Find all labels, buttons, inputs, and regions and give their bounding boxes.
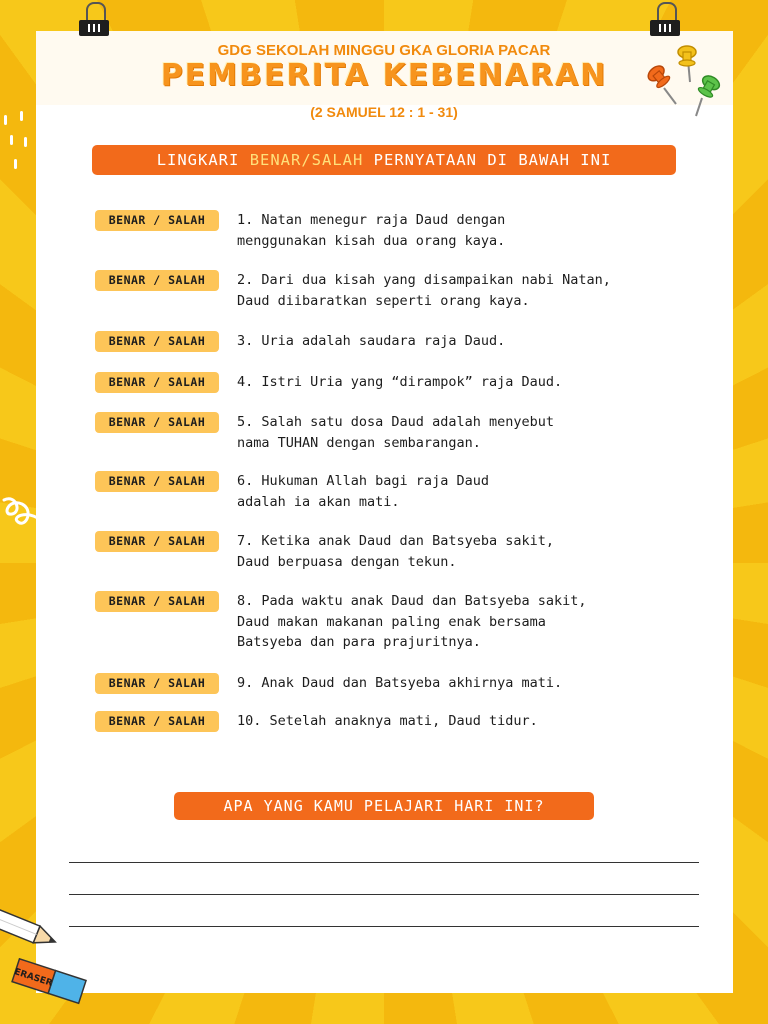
eraser-icon — [6, 958, 96, 1022]
instruction-suffix: PERNYATAAN DI BAWAH INI — [363, 151, 612, 169]
benar-salah-badge[interactable]: BENAR / SALAH — [95, 591, 219, 612]
benar-salah-badge[interactable]: BENAR / SALAH — [95, 210, 219, 231]
benar-salah-badge[interactable]: BENAR / SALAH — [95, 270, 219, 291]
reflection-prompt: APA YANG KAMU PELAJARI HARI INI? — [174, 792, 594, 820]
question-text: 10. Setelah anaknya mati, Daud tidur. — [237, 713, 538, 729]
question-text: 3. Uria adalah saudara raja Daud. — [237, 333, 506, 349]
instruction-highlight: BENAR/SALAH — [249, 151, 364, 169]
instruction-banner — [92, 145, 676, 175]
instruction-prefix: LINGKARI — [156, 151, 250, 169]
header-subtitle: GDG SEKOLAH MINGGU GKA GLORIA PACAR — [217, 42, 551, 59]
page-title: PEMBERITA KEBENARAN — [160, 58, 608, 93]
benar-salah-badge[interactable]: BENAR / SALAH — [95, 673, 219, 694]
question-text: 7. Ketika anak Daud dan Batsyeba sakit, Daud berpuasa dengan tekun. — [237, 533, 554, 570]
worksheet-paper — [36, 31, 733, 993]
question-text: 4. Istri Uria yang “dirampok” raja Daud. — [237, 374, 563, 390]
bible-verse-reference: (2 SAMUEL 12 : 1 - 31) — [310, 104, 458, 120]
question-text: 2. Dari dua kisah yang disampaikan nabi Natan, Daud diibaratkan seperti orang kaya. — [237, 272, 611, 309]
question-text: 8. Pada waktu anak Daud dan Batsyeba sakit, Daud makan makanan paling enak bersama Batsyeba dan para prajuritnya. — [237, 593, 587, 650]
benar-salah-badge[interactable]: BENAR / SALAH — [95, 531, 219, 552]
question-text: 5. Salah satu dosa Daud adalah menyebut nama TUHAN dengan sembarangan. — [237, 414, 554, 451]
binder-clip-right-icon — [650, 2, 680, 42]
benar-salah-badge[interactable]: BENAR / SALAH — [95, 711, 219, 732]
binder-clip-left-icon — [79, 2, 109, 42]
question-text: 1. Natan menegur raja Daud dengan menggunakan kisah dua orang kaya. — [237, 212, 506, 249]
question-text: 6. Hukuman Allah bagi raja Daud adalah ia akan mati. — [237, 473, 489, 510]
benar-salah-badge[interactable]: BENAR / SALAH — [95, 372, 219, 393]
benar-salah-badge[interactable]: BENAR / SALAH — [95, 471, 219, 492]
eraser-label: ERASER — [12, 967, 54, 989]
question-text: 9. Anak Daud dan Batsyeba akhirnya mati. — [237, 675, 563, 691]
answer-line[interactable] — [69, 862, 699, 863]
benar-salah-badge[interactable]: BENAR / SALAH — [95, 331, 219, 352]
benar-salah-badge[interactable]: BENAR / SALAH — [95, 412, 219, 433]
answer-line[interactable] — [69, 894, 699, 895]
answer-line[interactable] — [69, 926, 699, 927]
